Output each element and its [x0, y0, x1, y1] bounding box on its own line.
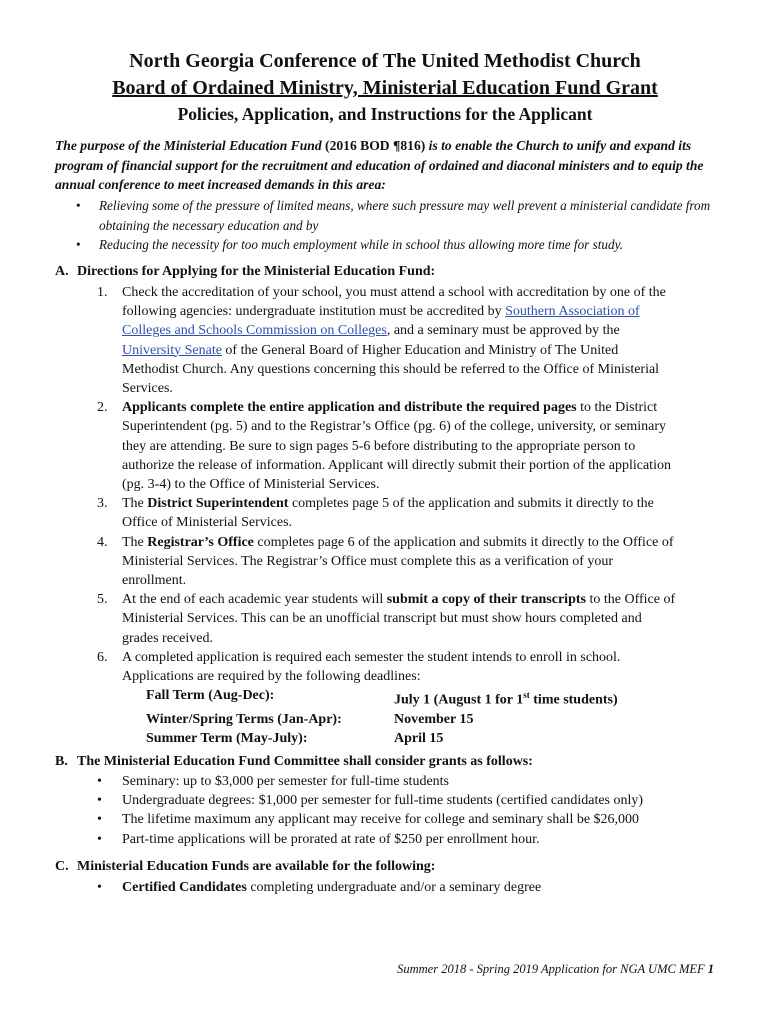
list-item-emphasis: Certified Candidates — [122, 880, 247, 895]
step-item — [97, 533, 677, 591]
step-item — [97, 398, 677, 494]
list-item: • The lifetime maximum any applicant may receive for college and seminary shall be $26,000 — [97, 812, 640, 828]
step-number: 2. — [97, 400, 108, 416]
step-text: The — [122, 496, 148, 512]
deadline-date: November 15 — [394, 712, 474, 728]
purpose-reference: (2016 BOD ¶816) — [325, 138, 426, 153]
list-item: • Undergraduate degrees: $1,000 per semester for full-time students (certified candidates only) — [97, 793, 644, 809]
step-number: 3. — [97, 496, 108, 512]
deadline-row — [122, 710, 677, 729]
step-item — [97, 648, 677, 749]
step-emphasis: Registrar’s Office — [147, 534, 254, 550]
grant-amounts-list — [97, 772, 727, 849]
document-subtitle: Policies, Application, and Instructions for the Applicant — [177, 104, 593, 124]
step-text: Check the accreditation of your school, you must attend a school with accreditation by one of the following agencies: undergraduate institution must be accredited by — [122, 285, 666, 320]
footer-text: Summer 2018 - Spring 2019 Application for NGA UMC MEF — [397, 962, 708, 976]
section-b-heading — [55, 754, 533, 770]
list-item-text: Reducing the necessity for too much employment while in school thus allowing more time for study. — [99, 237, 624, 252]
purpose-paragraph — [55, 136, 715, 195]
step-text: to the Office of Ministerial Services. This can be an unofficial transcript but must show hours completed and grades received. — [122, 592, 676, 646]
university-senate-link[interactable]: University Senate — [122, 342, 222, 358]
deadline-row — [122, 729, 677, 748]
list-item: • Reducing the necessity for too much employment while in school thus allowing more time for study. — [76, 237, 624, 252]
step-emphasis: Applicants complete the entire application and distribute the required pages — [122, 400, 577, 416]
step-number: 1. — [97, 285, 108, 300]
list-item-text: Seminary: up to $3,000 per semester for full-time students — [122, 774, 449, 789]
conference-title: North Georgia Conference of The United Methodist Church — [129, 50, 641, 72]
section-letter: A. — [55, 264, 69, 279]
deadline-date-text: time students) — [529, 692, 618, 708]
page-footer — [397, 962, 714, 977]
section-a-heading — [55, 264, 435, 280]
step-item — [97, 590, 677, 648]
deadline-row — [122, 686, 677, 710]
list-item-text: Undergraduate degrees: $1,000 per semester for full-time students (certified candidates only) — [122, 793, 644, 809]
step-text: The — [122, 534, 148, 550]
deadline-term: Summer Term (May-July): — [146, 731, 308, 747]
application-steps-list — [97, 283, 677, 749]
list-item-text: completing undergraduate and/or a seminary degree — [246, 880, 542, 895]
section-title: Ministerial Education Funds are available for the following: — [77, 859, 436, 874]
purpose-text-end: is to enable the Church to unify and expand its program of financial support for the recruitment and education of ordained and diaconal ministers and to equip the annual conference to meet increased demands in this area: — [55, 138, 704, 192]
deadlines-table — [122, 686, 677, 748]
purpose-text-start: The purpose of the Ministerial Education Fund — [55, 138, 326, 153]
list-item: • Relieving some of the pressure of limited means, where such pressure may well prevent a ministerial candidate from obtaining the necessary education and by — [76, 198, 711, 233]
ordinal-suffix: st — [523, 690, 530, 701]
list-item: • Certified Candidates completing undergraduate and/or a seminary degree — [97, 880, 542, 895]
deadline-date: April 15 — [394, 731, 444, 747]
section-title: Directions for Applying for the Ministerial Education Fund: — [77, 264, 436, 279]
step-number: 5. — [97, 592, 108, 608]
deadline-term: Fall Term (Aug-Dec): — [146, 688, 275, 704]
step-text: of the General Board of Higher Education and Ministry of The United Methodist Church. Any questions concerning this should be referred to the Office of Ministerial Services. — [122, 342, 660, 397]
board-title: Board of Ordained Ministry, Ministerial Education Fund Grant — [112, 77, 658, 99]
list-item-text: Part-time applications will be prorated at rate of $250 per enrollment hour. — [122, 831, 540, 847]
list-item: • Part-time applications will be prorated at rate of $250 per enrollment hour. — [97, 831, 540, 847]
list-item-text: Relieving some of the pressure of limited means, where such pressure may well prevent a ministerial candidate from obtaining the necessary education and by — [99, 198, 711, 233]
eligibility-list — [97, 878, 727, 897]
sacscoc-link[interactable]: Southern Association of Colleges and Schools Commission on Colleges — [122, 304, 640, 339]
step-item — [97, 283, 677, 398]
step-number: 4. — [97, 534, 108, 550]
page-number: 1 — [707, 962, 714, 976]
step-emphasis: District Superintendent — [147, 496, 289, 512]
section-letter: B. — [55, 754, 68, 769]
step-text: to the District Superintendent (pg. 5) and to the Registrar’s Office (pg. 6) of the college, university, or seminary they are attending. Be sure to sign pages 5-6 before distributing to the appropriate person to authorize the release of information. Applicant will directly submit their portion of the application (pg. 3-4) to the Office of Ministerial Services. — [122, 400, 671, 493]
deadline-date — [394, 686, 618, 710]
step-text: , and a seminary must be approved by the — [386, 323, 620, 339]
deadline-date-text: July 1 (August 1 for 1 — [394, 692, 524, 708]
section-letter: C. — [55, 859, 69, 874]
section-c-heading — [55, 859, 435, 875]
step-text: A completed application is required each semester the student intends to enroll in school. Applications are required by the following deadlines: — [122, 649, 621, 685]
step-emphasis: submit a copy of their transcripts — [386, 592, 586, 608]
step-item — [97, 494, 677, 532]
list-item-text: The lifetime maximum any applicant may receive for college and seminary shall be $26,000 — [122, 812, 640, 828]
step-text: completes page 5 of the application and submits it directly to the Office of Ministerial Services. — [122, 496, 654, 531]
list-item: • Seminary: up to $3,000 per semester for full-time students — [97, 774, 449, 789]
section-title: The Ministerial Education Fund Committee shall consider grants as follows: — [77, 754, 533, 769]
deadline-term: Winter/Spring Terms (Jan-Apr): — [146, 712, 342, 728]
purpose-bullet-list — [55, 196, 725, 255]
step-text: At the end of each academic year students will — [122, 592, 387, 608]
step-number: 6. — [97, 649, 108, 665]
step-text: completes page 6 of the application and submits it directly to the Office of Ministerial Services. The Registrar’s Office must complete this as a verification of your enrollment. — [122, 534, 674, 589]
